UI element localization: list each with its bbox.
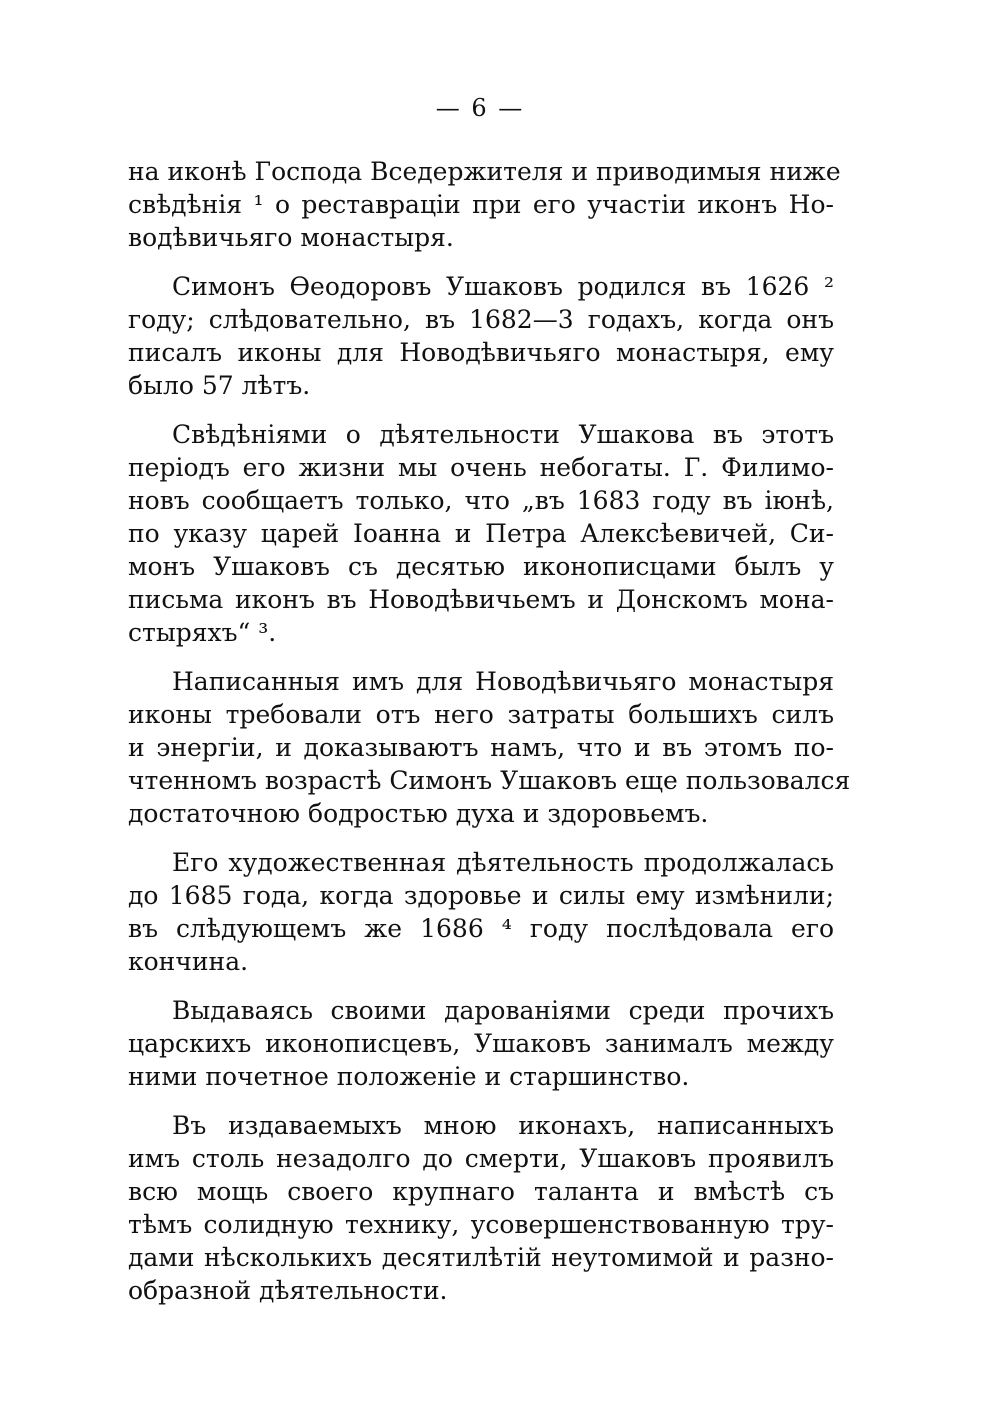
body-text (128, 155, 851, 1323)
text-line: кончина. (128, 947, 249, 976)
text-line: въ слѣдующемъ же 1686 ⁴ году послѣдовала его (128, 914, 834, 943)
paragraph-1 (128, 155, 841, 254)
text-line: было 57 лѣтъ. (128, 371, 311, 400)
text-line: до 1685 года, когда здоровье и силы ему измѣнили; (128, 881, 834, 910)
paragraph-7 (128, 1109, 834, 1307)
text-line: дами нѣсколькихъ десятилѣтій неутомимой и разно- (128, 1243, 834, 1272)
text-line: Написанныя имъ для Новодѣвичьяго монастыря (172, 667, 834, 696)
text-line: новъ сообщаетъ только, что „въ 1683 году въ іюнѣ, (128, 486, 834, 515)
text-line: монъ Ушаковъ съ десятью иконописцами былъ у (128, 552, 834, 581)
text-line: и энергіи, и доказываютъ намъ, что и въ этомъ по- (128, 733, 834, 762)
text-line: свѣдѣнія ¹ о реставраціи при его участіи иконъ Но- (128, 190, 834, 219)
text-line: имъ столь незадолго до смерти, Ушаковъ проявилъ (128, 1144, 834, 1173)
paragraph-6 (128, 994, 834, 1093)
paragraph-3 (128, 418, 834, 649)
text-line: періодъ его жизни мы очень небогаты. Г. Филимо- (128, 453, 834, 482)
text-line: году; слѣдовательно, въ 1682—3 годахъ, когда онъ (128, 305, 834, 334)
text-line: писалъ иконы для Новодѣвичьяго монастыря, ему (128, 338, 834, 367)
text-line: Его художественная дѣятельность продолжалась (172, 848, 834, 877)
text-line: Свѣдѣніями о дѣятельности Ушакова въ этотъ (172, 420, 834, 449)
text-line: тѣмъ солидную технику, усовершенствованную тру- (128, 1210, 834, 1239)
paragraph-4 (128, 665, 851, 830)
text-line: всю мощь своего крупнаго таланта и вмѣстѣ съ (128, 1177, 834, 1206)
text-line: на иконѣ Господа Вседержителя и приводимыя ниже (128, 157, 841, 186)
text-line: письма иконъ въ Новодѣвичьемъ и Донскомъ мона- (128, 585, 834, 614)
text-line: царскихъ иконописцевъ, Ушаковъ занималъ между (128, 1029, 834, 1058)
text-line: ними почетное положеніе и старшинство. (128, 1062, 690, 1091)
text-line: стыряхъ“ ³. (128, 618, 277, 647)
page-number: — 6 — (435, 94, 525, 122)
text-line: Симонъ Ѳеодоровъ Ушаковъ родился въ 1626 ² (172, 272, 834, 301)
text-line: чтенномъ возрастѣ Симонъ Ушаковъ еще пользовался (128, 766, 851, 795)
paragraph-5 (128, 846, 834, 978)
text-line: достаточною бодростью духа и здоровьемъ. (128, 799, 709, 828)
text-line: Выдаваясь своими дарованіями среди прочихъ (172, 996, 834, 1025)
text-line: образной дѣятельности. (128, 1276, 448, 1305)
paragraph-2 (128, 270, 834, 402)
text-line: по указу царей Іоанна и Петра Алексѣевичей, Си- (128, 519, 834, 548)
text-line: иконы требовали отъ него затраты большихъ силъ (128, 700, 834, 729)
text-line: Въ издаваемыхъ мною иконахъ, написанныхъ (172, 1111, 834, 1140)
text-line: водѣвичьяго монастыря. (128, 223, 454, 252)
